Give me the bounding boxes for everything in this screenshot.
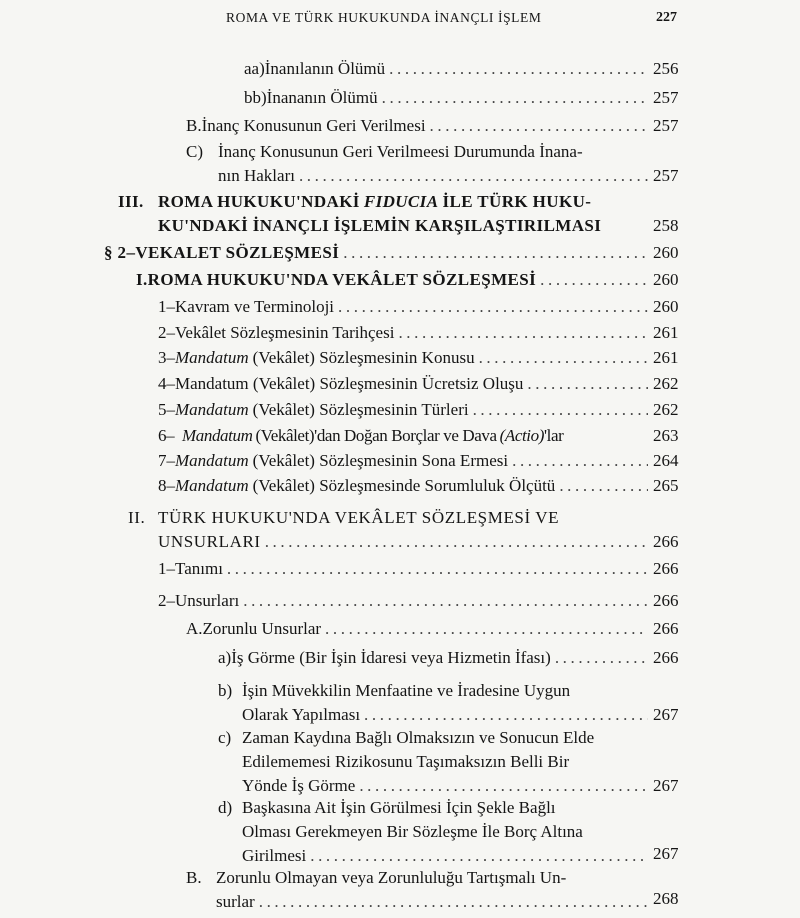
toc-entry <box>158 346 648 370</box>
toc-entry <box>158 589 648 613</box>
entry-page: 261 <box>653 348 679 367</box>
entry-title: Zorunlu Olmayan veya Zorunluluğu Tartışmalı Un- <box>216 868 567 887</box>
entry-title: (Vekâlet) Sözleşmesinin Konusu <box>252 348 475 367</box>
entry-page: 262 <box>653 374 679 393</box>
entry-title-continued: KU'NDAKİ İNANÇLI İŞLEMİN KARŞILAŞTIRILMASI <box>158 216 602 235</box>
entry-title: İşin Müvekkilin Menfaatine ve İradesine Uygun <box>242 681 571 700</box>
entry-page: 266 <box>653 532 679 551</box>
entry-title: Unsurları <box>175 591 240 610</box>
dot-leader <box>540 268 648 292</box>
entry-title: ROMA HUKUKU'NDAKİ <box>158 192 360 211</box>
entry-page: 258 <box>653 216 679 235</box>
dot-leader <box>382 86 648 110</box>
entry-title-italic: Mandatum <box>175 451 249 470</box>
entry-number: § 2– <box>104 243 136 262</box>
entry-title-italic: (Actio) <box>499 426 544 445</box>
entry-number: c) <box>218 728 232 747</box>
dot-leader <box>473 398 648 422</box>
entry-page: 260 <box>653 243 679 262</box>
entry-title-italic: Mandatum <box>175 400 249 419</box>
entry-title-continued: surlar <box>216 892 255 911</box>
toc-entry <box>218 796 648 868</box>
entry-title: Mandatum (Vekâlet) Sözleşmesinin Ücretsiz Oluşu <box>175 374 524 393</box>
entry-title-italic: Mandatum <box>175 476 249 495</box>
entry-page: 267 <box>653 705 679 724</box>
dot-leader <box>555 646 648 670</box>
dot-leader <box>243 589 648 613</box>
toc-entry <box>136 268 648 292</box>
entry-page: 265 <box>653 476 679 495</box>
entry-page: 261 <box>653 323 679 342</box>
entry-title: 'lar <box>544 426 564 445</box>
entry-page: 257 <box>653 88 679 107</box>
entry-number: b) <box>218 681 233 700</box>
dot-leader <box>227 557 648 581</box>
entry-title: İnanç Konusunun Geri Verilmeesi Durumunda İnana- <box>218 142 583 161</box>
entry-page: 266 <box>653 559 679 578</box>
toc-entry <box>104 241 648 265</box>
toc-entry <box>158 295 648 319</box>
entry-title: İş Görme (Bir İşin İdaresi veya Hizmetin İfası) <box>231 648 551 667</box>
page-number: 227 <box>656 10 677 25</box>
toc-entry <box>158 398 648 422</box>
entry-page: 267 <box>653 776 679 795</box>
running-title: ROMA VE TÜRK HUKUKUNDA İNANÇLI İŞLEM <box>226 10 542 25</box>
dot-leader <box>325 617 648 641</box>
entry-title-continued: Girilmesi <box>242 846 307 865</box>
dot-leader <box>389 57 648 81</box>
entry-title-italic: Mandatum <box>182 426 253 445</box>
entry-title: Kavram ve Terminoloji <box>175 297 335 316</box>
entry-page: 268 <box>653 889 679 908</box>
dot-leader <box>512 449 648 473</box>
entry-page: 257 <box>653 116 679 135</box>
dot-leader <box>364 703 648 727</box>
entry-title: Tanımı <box>175 559 223 578</box>
entry-number: III. <box>118 192 144 211</box>
entry-number: a) <box>218 648 232 667</box>
entry-number: II. <box>128 508 146 527</box>
entry-page: 264 <box>653 451 679 470</box>
entry-number: d) <box>218 798 233 817</box>
toc-entry <box>158 321 648 345</box>
dot-leader <box>310 844 648 868</box>
toc-entry <box>186 140 648 188</box>
toc-entry <box>218 679 648 727</box>
entry-title: (Vekâlet)'dan Doğan Borçlar ve Dava <box>255 426 497 445</box>
toc-entry <box>186 866 648 914</box>
toc-entry <box>158 449 648 473</box>
entry-title: İLE TÜRK HUKU- <box>442 192 592 211</box>
entry-title-continued: UNSURLARI <box>158 532 261 551</box>
toc-entry <box>158 372 648 396</box>
entry-title-continued: Olarak Yapılması <box>242 705 361 724</box>
dot-leader <box>430 114 648 138</box>
page-header <box>0 8 800 32</box>
dot-leader <box>527 372 648 396</box>
entry-number: 8– <box>158 476 175 495</box>
entry-page: 260 <box>653 297 679 316</box>
entry-title: ROMA HUKUKU'NDA VEKÂLET SÖZLEŞMESİ <box>147 270 537 289</box>
entry-title: TÜRK HUKUKU'NDA VEKÂLET SÖZLEŞMESİ VE <box>158 508 560 527</box>
dot-leader <box>338 295 648 319</box>
toc-entry <box>158 557 648 581</box>
entry-number: aa) <box>244 59 265 78</box>
entry-title-italic: FIDUCIA <box>363 192 439 211</box>
dot-leader <box>479 346 648 370</box>
entry-number: 1– <box>158 297 175 316</box>
entry-number: A. <box>186 619 203 638</box>
entry-title-continued: nın Hakları <box>218 166 295 185</box>
entry-title: İnanılanın Ölümü <box>264 59 386 78</box>
entry-title: Zorunlu Unsurlar <box>202 619 322 638</box>
entry-page: 267 <box>653 844 679 863</box>
entry-number: I. <box>136 270 148 289</box>
entry-number: C) <box>186 142 203 161</box>
dot-leader <box>359 774 648 798</box>
entry-page: 260 <box>653 270 679 289</box>
entry-title-italic: Mandatum <box>175 348 249 367</box>
entry-title: İnanç Konusunun Geri Verilmesi <box>201 116 426 135</box>
dot-leader <box>265 530 648 554</box>
entry-page: 266 <box>653 591 679 610</box>
entry-title: (Vekâlet) Sözleşmesinde Sorumluluk Ölçütü <box>252 476 556 495</box>
entry-number: 6– <box>158 426 175 445</box>
entry-title: (Vekâlet) Sözleşmesinin Sona Ermesi <box>252 451 509 470</box>
dot-leader <box>299 164 648 188</box>
entry-page: 257 <box>653 166 679 185</box>
dot-leader <box>343 241 648 265</box>
entry-number: 4– <box>158 374 175 393</box>
toc-entry <box>218 646 648 670</box>
entry-page: 266 <box>653 648 679 667</box>
entry-title: (Vekâlet) Sözleşmesinin Türleri <box>252 400 469 419</box>
toc-entry <box>186 617 648 641</box>
entry-title-continued: Olması Gerekmeyen Bir Sözleşme İle Borç Altına <box>242 822 583 841</box>
dot-leader <box>559 474 648 498</box>
entry-number: 3– <box>158 348 175 367</box>
entry-page: 262 <box>653 400 679 419</box>
dot-leader <box>398 321 648 345</box>
toc-entry <box>128 506 648 554</box>
entry-number: bb) <box>244 88 267 107</box>
toc-entry <box>158 474 648 498</box>
entry-page: 256 <box>653 59 679 78</box>
toc-entry <box>218 726 648 798</box>
entry-title: İnananın Ölümü <box>266 88 378 107</box>
entry-number: 2– <box>158 323 175 342</box>
entry-title: Zaman Kaydına Bağlı Olmaksızın ve Sonucun Elde <box>242 728 595 747</box>
entry-title-continued: Yönde İş Görme <box>242 776 356 795</box>
toc-entry <box>186 114 648 138</box>
toc-entry <box>244 86 648 110</box>
entry-number: 2– <box>158 591 175 610</box>
entry-number: B. <box>186 116 202 135</box>
entry-page: 263 <box>653 426 679 445</box>
toc-entry <box>244 57 648 81</box>
entry-number: 5– <box>158 400 175 419</box>
toc-entry <box>118 190 648 238</box>
dot-leader <box>259 890 648 914</box>
entry-title: Vekâlet Sözleşmesinin Tarihçesi <box>175 323 395 342</box>
entry-title: Başkasına Ait İşin Görülmesi İçin Şekle Bağlı <box>242 798 556 817</box>
toc-entry <box>158 424 648 448</box>
entry-title-continued: Edilememesi Rizikosunu Taşımaksızın Belli Bir <box>242 752 570 771</box>
entry-number: 1– <box>158 559 175 578</box>
entry-title: VEKALET SÖZLEŞMESİ <box>135 243 340 262</box>
entry-number: 7– <box>158 451 175 470</box>
entry-number: B. <box>186 868 202 887</box>
entry-page: 266 <box>653 619 679 638</box>
